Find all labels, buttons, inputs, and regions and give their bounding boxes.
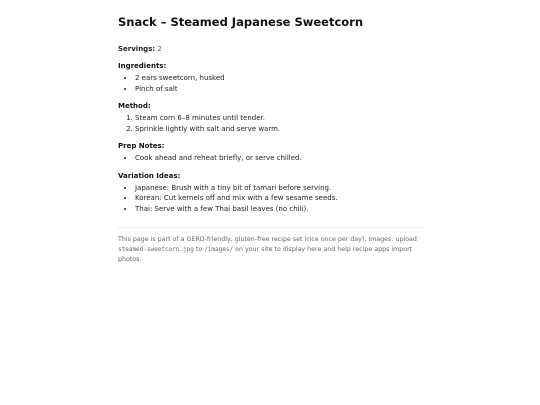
- list-item: • Korean: Cut kernels off and mix with a few sesame seeds.: [135, 193, 424, 204]
- list-item: • Thai: Serve with a few Thai basil leaves (no chili).: [135, 204, 424, 215]
- variation-ideas-section: [118, 171, 424, 215]
- method-step: 2. Sprinkle lightly with salt and serve warm.: [135, 124, 424, 135]
- list-item: • Cook ahead and reheat briefly, or serve chilled.: [135, 153, 424, 164]
- method-heading: Method:: [118, 102, 151, 110]
- method-step: 1. Steam corn 6–8 minutes until tender.: [135, 113, 424, 124]
- servings: [118, 44, 424, 54]
- method-steps: [118, 113, 424, 134]
- prep-notes-list: [118, 153, 424, 164]
- ingredients-section: [118, 61, 424, 94]
- image-path: /images/: [204, 246, 234, 253]
- list-item: • Japanese: Brush with a tiny bit of tamari before serving.: [135, 183, 424, 194]
- footer-note: [118, 235, 424, 265]
- method-section: [118, 101, 424, 134]
- recipe-page: [118, 14, 424, 265]
- footer-text: to: [193, 246, 205, 253]
- footer-text: This page is part of a GERD-friendly, gluten-free recipe set (rice once per day). Images: upload: [118, 236, 417, 243]
- list-item: • 2 ears sweetcorn, husked: [135, 73, 424, 84]
- variation-ideas-list: [118, 183, 424, 215]
- servings-label: Servings:: [118, 45, 156, 53]
- servings-value: 2: [157, 45, 162, 53]
- page-title: Snack – Steamed Japanese Sweetcorn: [118, 15, 364, 29]
- ingredients-heading: Ingredients:: [118, 62, 167, 70]
- prep-notes-section: [118, 141, 424, 164]
- variation-ideas-heading: Variation Ideas:: [118, 171, 181, 180]
- prep-notes-heading: Prep Notes:: [118, 142, 165, 150]
- ingredients-list: [118, 73, 424, 94]
- image-filename: steamed-sweetcorn.jpg: [118, 246, 194, 253]
- list-item: • Pinch of salt: [135, 84, 424, 95]
- divider: [118, 227, 424, 228]
- footer-text: on your site to display here and help recipe apps import photos.: [118, 246, 413, 263]
